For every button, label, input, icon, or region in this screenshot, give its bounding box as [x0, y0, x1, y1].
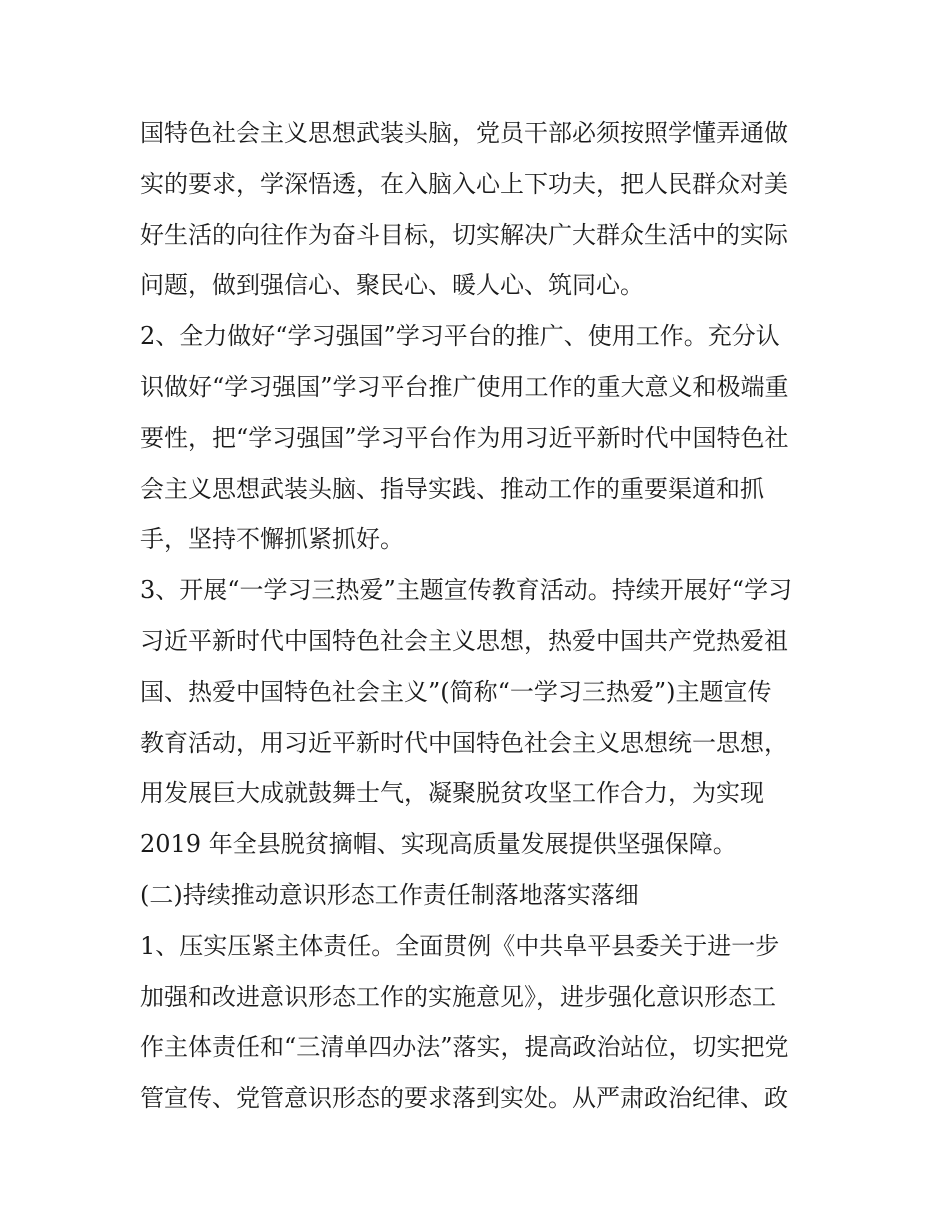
text-line: 要性，把“学习强国”学习平台作为用习近平新时代中国特色社 — [140, 423, 789, 452]
text-line: 1、压实压紧主体责任。全面贯例《中共阜平县委关于进一步 — [140, 931, 780, 960]
text-line: 作主体责任和“三清单四办法”落实，提高政治站位，切实把党 — [140, 1033, 789, 1062]
text-line: 问题，做到强信心、聚民心、暖人心、筑同心。 — [140, 271, 644, 300]
text-line: 习近平新时代中国特色社会主义思想，热爱中国共产党热爱祖 — [140, 626, 788, 655]
text-line: 会主义思想武装头脑、指导实践、推动工作的重要渠道和抓 — [140, 474, 764, 503]
text-line: 国、热爱中国特色社会主义”(简称“一学习三热爱”)主题宣传 — [140, 677, 772, 706]
text-line: 实的要求，学深悟透，在入脑入心上下功夫，把人民群众对美 — [140, 169, 788, 198]
text-line: 3、开展“一学习三热爱”主题宣传教育活动。持续开展好“学习 — [140, 576, 793, 605]
text-line: 教育活动，用习近平新时代中国特色社会主义思想统一思想， — [140, 728, 788, 757]
text-line: 2019 年全县脱贫摘帽、实现高质量发展提供坚强保障。 — [140, 830, 737, 859]
document-body — [140, 108, 820, 1124]
text-line: 手，坚持不懈抓紧抓好。 — [140, 525, 404, 554]
text-line: 管宣传、党管意识形态的要求落到实处。从严肃政治纪律、政 — [140, 1084, 788, 1113]
text-line: 2、全力做好“学习强国”学习平台的推广、使用工作。充分认 — [140, 322, 780, 351]
text-line: 加强和改进意识形态工作的实施意见》，进步强化意识形态工 — [140, 982, 776, 1011]
text-line: 好生活的向往作为奋斗目标，切实解决广大群众生活中的实际 — [140, 220, 788, 249]
text-line: 识做好“学习强国”学习平台推广使用工作的重大意义和极端重 — [140, 372, 789, 401]
text-line: 国特色社会主义思想武装头脑，党员干部必须按照学懂弄通做 — [140, 119, 788, 147]
text-line: 用发展巨大成就鼓舞士气，凝聚脱贫攻坚工作合力，为实现 — [140, 779, 764, 808]
section-heading: (二)持续推动意识形态工作责任制落地落实落细 — [140, 880, 639, 909]
